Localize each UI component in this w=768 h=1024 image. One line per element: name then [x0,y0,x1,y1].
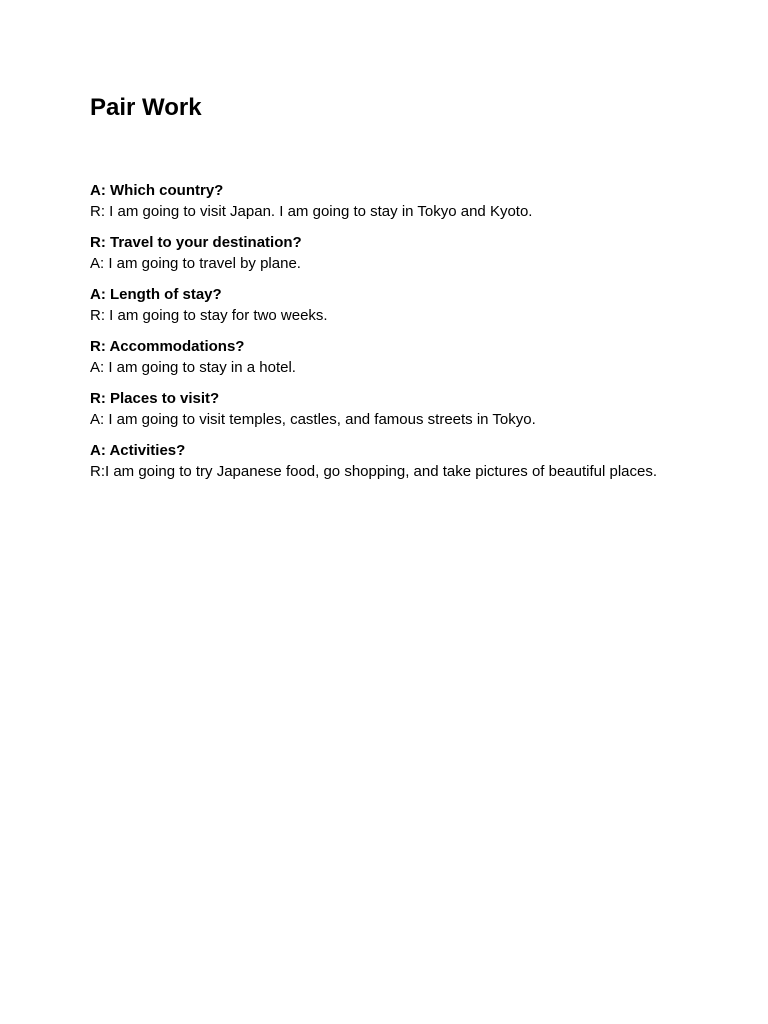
dialogue-exchange [90,284,730,326]
dialogue-exchange [90,388,730,430]
dialogue-exchange [90,232,730,274]
dialogue-answer: R: I am going to visit Japan. I am going to stay in Tokyo and Kyoto. [90,203,533,220]
dialogue-answer: R: I am going to stay for two weeks. [90,307,328,324]
dialogue-question: A: Which country? [90,182,224,199]
dialogue-question: R: Travel to your destination? [90,234,302,251]
dialogue-answer: A: I am going to visit temples, castles, and famous streets in Tokyo. [90,411,536,428]
page-title: Pair Work [90,94,202,121]
dialogue-answer: R:I am going to try Japanese food, go shopping, and take pictures of beautiful places. [90,463,658,480]
dialogue-question: A: Length of stay? [90,286,222,303]
dialogue-question: R: Accommodations? [90,338,245,355]
dialogue-exchange [90,336,730,378]
dialogue-answer: A: I am going to travel by plane. [90,255,301,272]
dialogue-question: R: Places to visit? [90,390,220,407]
dialogue-exchange [90,440,730,482]
dialogue-exchange [90,180,730,222]
dialogue-answer: A: I am going to stay in a hotel. [90,359,296,376]
dialogue-list [90,180,730,492]
dialogue-question: A: Activities? [90,442,186,459]
